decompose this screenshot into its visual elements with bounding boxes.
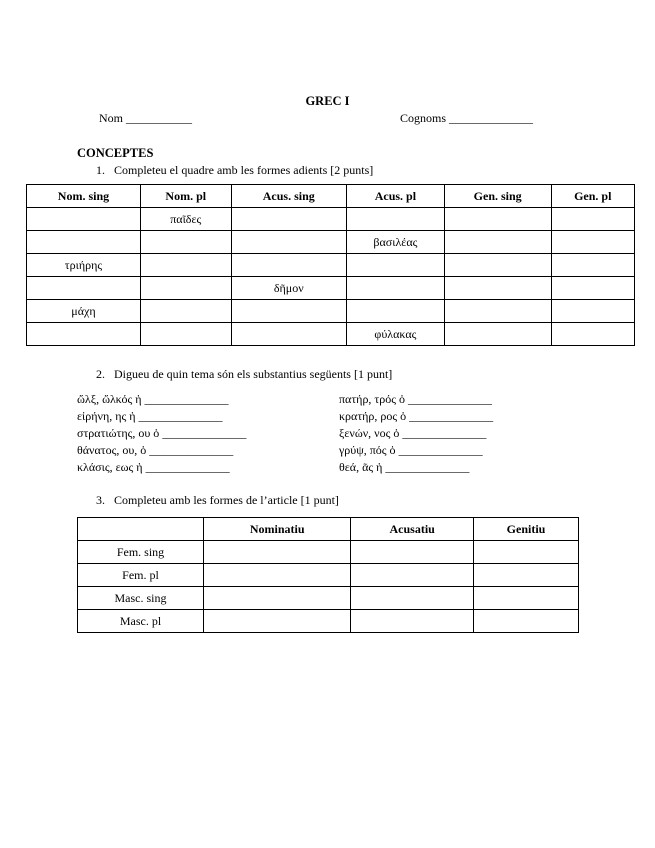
list-item[interactable]: [339, 460, 469, 475]
page-title: GREC I: [305, 94, 350, 108]
col-header: Acusatiu: [351, 518, 474, 541]
table-header-row: [78, 518, 579, 541]
col-header: Acus. sing: [231, 185, 346, 208]
table-row: [27, 231, 635, 254]
table-cell[interactable]: μάχη: [27, 300, 141, 323]
table-cell[interactable]: παῖδες: [140, 208, 231, 231]
table-cell[interactable]: [474, 587, 579, 610]
table-row: [78, 610, 579, 633]
row-label: Fem. sing: [78, 541, 204, 564]
list-item[interactable]: [339, 443, 483, 458]
table-cell[interactable]: [231, 254, 346, 277]
section-title: CONCEPTES: [77, 146, 154, 160]
col-header: Genitiu: [474, 518, 579, 541]
table-row: [27, 300, 635, 323]
table-cell[interactable]: [551, 323, 634, 346]
col-header: Nom. pl: [140, 185, 231, 208]
row-label: Masc. pl: [78, 610, 204, 633]
col-header: [78, 518, 204, 541]
answer-blank[interactable]: ______________: [385, 460, 470, 474]
table-cell[interactable]: βασιλέας: [346, 231, 444, 254]
table-cell[interactable]: [351, 564, 474, 587]
noun-word: στρατιώτης, ου ὁ: [77, 426, 160, 440]
noun-word: κλάσις, εως ἡ: [77, 460, 143, 474]
answer-blank[interactable]: ______________: [408, 392, 492, 406]
table-cell[interactable]: [351, 610, 474, 633]
list-item[interactable]: [77, 460, 230, 475]
table-cell[interactable]: [27, 231, 141, 254]
table-row: [27, 277, 635, 300]
table-cell[interactable]: [204, 541, 351, 564]
noun-word: θεά, ᾶς ἡ: [339, 460, 383, 474]
table-row: [78, 541, 579, 564]
table-cell[interactable]: φύλακας: [346, 323, 444, 346]
table-row: [27, 323, 635, 346]
list-item[interactable]: [77, 443, 233, 458]
row-label: Fem. pl: [78, 564, 204, 587]
table-cell[interactable]: [474, 541, 579, 564]
table-cell[interactable]: [444, 300, 551, 323]
col-header: Gen. pl: [551, 185, 634, 208]
table-cell[interactable]: [140, 254, 231, 277]
q2-text: Digueu de quin tema són els substantius següents [1 punt]: [114, 367, 393, 381]
list-item[interactable]: [77, 392, 229, 407]
table-row: [27, 254, 635, 277]
table-cell[interactable]: [27, 277, 141, 300]
answer-blank[interactable]: ______________: [398, 443, 483, 457]
table-cell[interactable]: [204, 587, 351, 610]
table-cell[interactable]: [474, 564, 579, 587]
table-cell[interactable]: [231, 231, 346, 254]
nom-field[interactable]: [99, 111, 192, 126]
q1-text: Completeu el quadre amb les formes adients [2 punts]: [114, 163, 374, 177]
table-row: [78, 564, 579, 587]
col-header: Nominatiu: [204, 518, 351, 541]
table-cell[interactable]: [444, 254, 551, 277]
table-cell[interactable]: [140, 300, 231, 323]
table-cell[interactable]: [204, 610, 351, 633]
table-cell[interactable]: [140, 323, 231, 346]
table-cell[interactable]: [444, 323, 551, 346]
cognoms-field[interactable]: [400, 111, 533, 126]
article-table: [77, 517, 579, 633]
noun-word: ὤλξ, ὤλκός ἡ: [77, 392, 142, 406]
answer-blank[interactable]: ______________: [162, 426, 247, 440]
table-cell[interactable]: [351, 541, 474, 564]
table-cell[interactable]: [346, 254, 444, 277]
list-item[interactable]: [339, 409, 493, 424]
table-cell[interactable]: [444, 277, 551, 300]
q1-number: 1.: [96, 163, 105, 177]
q2-number: 2.: [96, 367, 105, 381]
list-item[interactable]: [77, 426, 246, 441]
q3-instruction: [96, 493, 339, 508]
answer-blank[interactable]: ______________: [145, 460, 230, 474]
noun-word: θάνατος, ου, ὁ: [77, 443, 147, 457]
noun-word: πατήρ, τρός ὁ: [339, 392, 405, 406]
table-cell[interactable]: [444, 208, 551, 231]
noun-word: γρύψ, πός ὁ: [339, 443, 396, 457]
nom-label: Nom: [99, 111, 123, 125]
col-header: Gen. sing: [444, 185, 551, 208]
col-header: Nom. sing: [27, 185, 141, 208]
table-cell[interactable]: [231, 300, 346, 323]
table-cell[interactable]: [27, 323, 141, 346]
table-cell[interactable]: [140, 231, 231, 254]
row-label: Masc. sing: [78, 587, 204, 610]
noun-word: εἰρήνη, ης ἡ: [77, 409, 136, 423]
table-cell[interactable]: [551, 231, 634, 254]
table-cell[interactable]: [27, 208, 141, 231]
table-row: [78, 587, 579, 610]
table-cell[interactable]: [140, 277, 231, 300]
table-cell[interactable]: [551, 300, 634, 323]
q3-number: 3.: [96, 493, 105, 507]
table-cell[interactable]: [351, 587, 474, 610]
table-header-row: [27, 185, 635, 208]
table-cell[interactable]: [204, 564, 351, 587]
answer-blank[interactable]: ______________: [138, 409, 223, 423]
declension-table: [26, 184, 635, 346]
col-header: Acus. pl: [346, 185, 444, 208]
nom-blank: ___________: [126, 111, 192, 125]
cognoms-label: Cognoms: [400, 111, 447, 125]
table-cell[interactable]: [474, 610, 579, 633]
noun-word: ξενών, νος ὁ: [339, 426, 400, 440]
table-cell[interactable]: τριήρης: [27, 254, 141, 277]
q2-instruction: [96, 367, 392, 382]
list-item[interactable]: [339, 392, 492, 407]
cognoms-blank: ______________: [449, 111, 534, 125]
q1-instruction: [96, 163, 373, 178]
table-cell[interactable]: δῆμον: [231, 277, 346, 300]
list-item[interactable]: [339, 426, 486, 441]
q3-text: Completeu amb les formes de l’article [1 punt]: [114, 493, 339, 507]
table-cell[interactable]: [551, 208, 634, 231]
answer-blank[interactable]: ______________: [402, 426, 487, 440]
table-cell[interactable]: [551, 254, 634, 277]
noun-word: κρατήρ, ρος ὁ: [339, 409, 407, 423]
table-cell[interactable]: [231, 208, 346, 231]
table-cell[interactable]: [346, 300, 444, 323]
table-cell[interactable]: [231, 323, 346, 346]
table-cell[interactable]: [346, 208, 444, 231]
table-row: [27, 208, 635, 231]
table-cell[interactable]: [551, 277, 634, 300]
table-cell[interactable]: [346, 277, 444, 300]
table-cell[interactable]: [444, 231, 551, 254]
answer-blank[interactable]: ______________: [409, 409, 494, 423]
answer-blank[interactable]: ______________: [144, 392, 229, 406]
list-item[interactable]: [77, 409, 223, 424]
answer-blank[interactable]: ______________: [149, 443, 234, 457]
